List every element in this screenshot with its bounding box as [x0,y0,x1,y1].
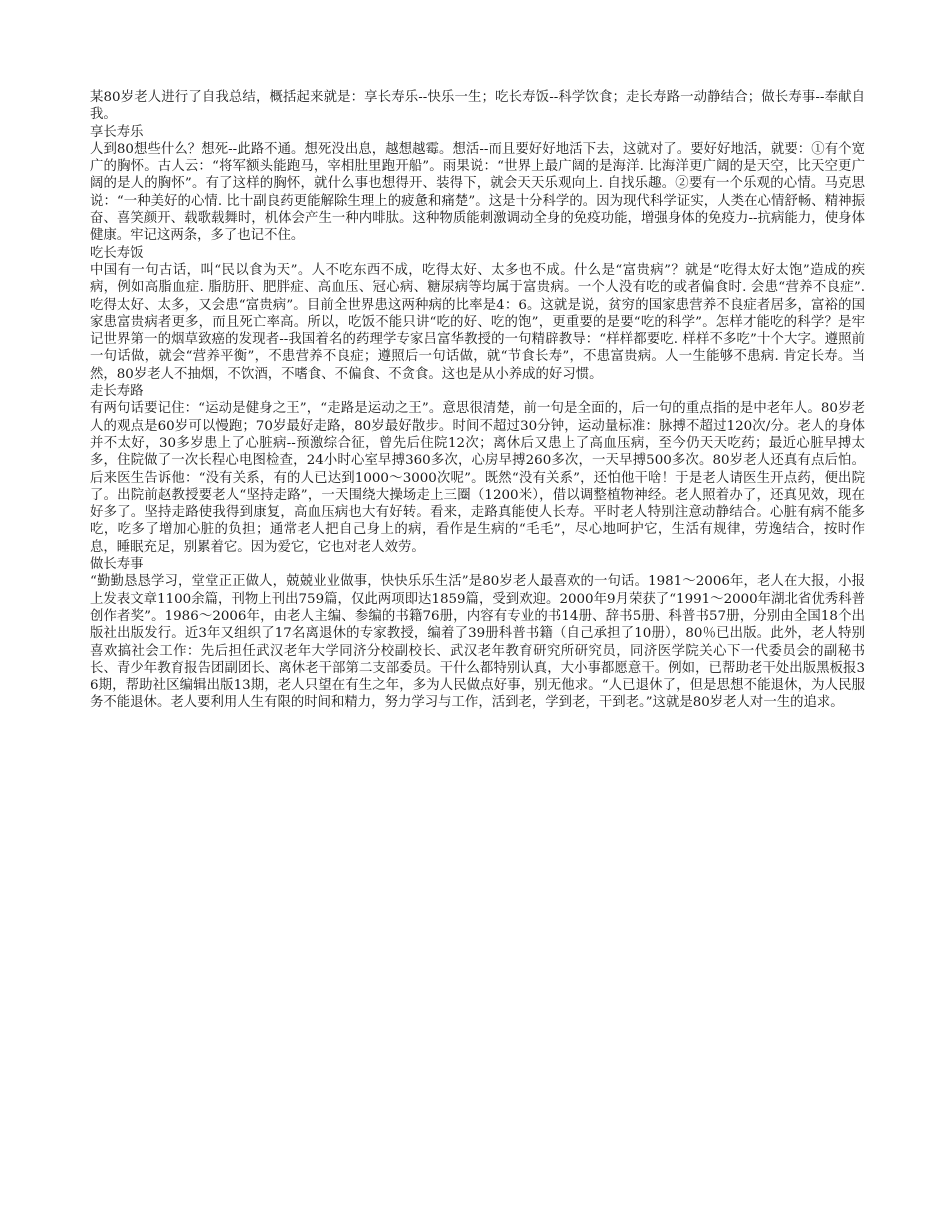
section-heading-work: 做长寿事 [90,557,144,573]
section-heading-eat: 吃长寿饭 [90,245,144,261]
article [90,89,865,712]
section-body-walk: 有两句话要记住：“运动是健身之王”，“走路是运动之王”。意思很清楚，前一句是全面的，后一句的重点指的是中老年人。80岁老人的观点是60岁可以慢跑；70岁最好走路，80岁最好散步。时间不超过30分钟，运动量标准：脉搏不超过120次/分。老人的身体并不太好，30多岁患上了心脏病--预激综合征，曾先后住院12次；离休后又患上了高血压病，至今仍天天吃药；最近心脏早搏太多，住院做了一次长程心电图检查，24小时心室早搏360多次，心房早搏260多次，一天早搏500多次。80岁老人还真有点后怕。后来医生告诉他：“没有关系，有的人已达到1000～3000次呢”。既然“没有关系”，还怕他干啥！于是老人请医生开点药，便出院了。出院前赵教授要老人“坚持走路”，一天围绕大操场走上三圈（1200米），借以调整植物神经。老人照着办了，还真见效，现在好多了。坚持走路使我得到康复，高血压病也大有好转。看来，走路真能使人长寿。平时老人特别注意动静结合。心脏有病不能多吃，吃多了增加心脏的负担；通常老人把自己身上的病，看作是生病的“毛毛”，尽心地呵护它，生活有规律，劳逸结合，按时作息，睡眠充足，别累着它。因为爱它，它也对老人效劳。 [90,401,865,555]
section-heading-enjoy: 享长寿乐 [90,124,144,140]
intro-paragraph: 某80岁老人进行了自我总结，概括起来就是：享长寿乐--快乐一生；吃长寿饭--科学饮食；走长寿路一动静结合；做长寿事--奉献自我。 [90,90,865,123]
section-body-eat: 中国有一句古话，叫“民以食为天”。人不吃东西不成，吃得太好、太多也不成。什么是“富贵病”？就是“吃得太好太饱”造成的疾病，例如高脂血症. 脂肪肝、肥胖症、高血压、冠心病、糖尿病等均属于富贵病。一个人没有吃的或者偏食时. 会患“营养不良症”. 吃得太好、太多，又会患“富贵病”。目前全世界患这两种病的比率是4：6。这就是说，贫穷的国家患营养不良症者居多，富裕的国家患富贵病者更多，而且死亡率高。所以，吃饭不能只讲“吃的好、吃的饱”，更重要的是要“吃的科学”。怎样才能吃的科学？是牢记世界第一的烟草致癌的发现者--我国着名的药理学专家吕富华教授的一句精辟教导：“样样都要吃. 样样不多吃”十个大字。遵照前一句话做，就会“营养平衡”，不患营养不良症；遵照后一句话做，就“节食长寿”，不患富贵病。人一生能够不患病. 肯定长寿。当然，80岁老人不抽烟，不饮酒，不嗜食、不偏食、不贪食。这也是从小养成的好习惯。 [90,262,865,382]
section-body-work: “勤勤恳恳学习，堂堂正正做人，兢兢业业做事，快快乐乐生活”是80岁老人最喜欢的一句话。1981～2006年，老人在大报，小报上发表文章1100余篇，刊物上刊出759篇，仅此两项即达1859篇，受到欢迎。2000年9月荣获了“1991～2000年湖北省优秀科普创作者奖”。1986～2006年，由老人主编、参编的书籍76册，内容有专业的书14册、辞书5册、科普书57册，分别由全国18个出版社出版发行。近3年又组织了17名离退休的专家教授，编着了39册科普书籍（自己承担了10册），80％已出版。此外，老人特别喜欢搞社会工作：先后担任武汉老年大学同济分校副校长、武汉老年教育研究所研究员，同济医学院关心下一代委员会的副秘书长、青少年教育报告团副团长、离休老干部第二支部委员。干什么都特别认真，大小事都愿意干。例如，已帮助老干处出版黑板报36期，帮助社区编辑出版13期，老人只望在有生之年，多为人民做点好事，别无他求。“人已退休了，但是思想不能退休，为人民服务不能退休。老人要利用人生有限的时间和精力，努力学习与工作，活到老，学到老，干到老。”这就是80岁老人对一生的追求。 [90,574,865,711]
section-heading-walk: 走长寿路 [90,384,144,400]
section-body-enjoy: 人到80想些什么？想死--此路不通。想死没出息，越想越霉。想活--而且要好好地活下去，这就对了。要好好地活，就要：①有个宽广的胸怀。古人云：“将军额头能跑马，宰相肚里跑开船”。雨果说：“世界上最广阔的是海洋. 比海洋更广阔的是天空，比天空更广阔的是人的胸怀”。有了这样的胸怀，就什么事也想得开、装得下，就会天天乐观向上. 自找乐趣。②要有一个乐观的心情。马克思说：“一种美好的心情. 比十副良药更能解除生理上的疲惫和痛楚”。这是十分科学的。因为现代科学证实，人类在心情舒畅、精神振奋、喜笑颜开、载歌载舞时，机体会产生一种内啡肽。这种物质能刺激调动全身的免疫功能，增强身体的免疫力--抗病能力，使身体健康。牢记这两条，多了也记不住。 [90,141,865,244]
